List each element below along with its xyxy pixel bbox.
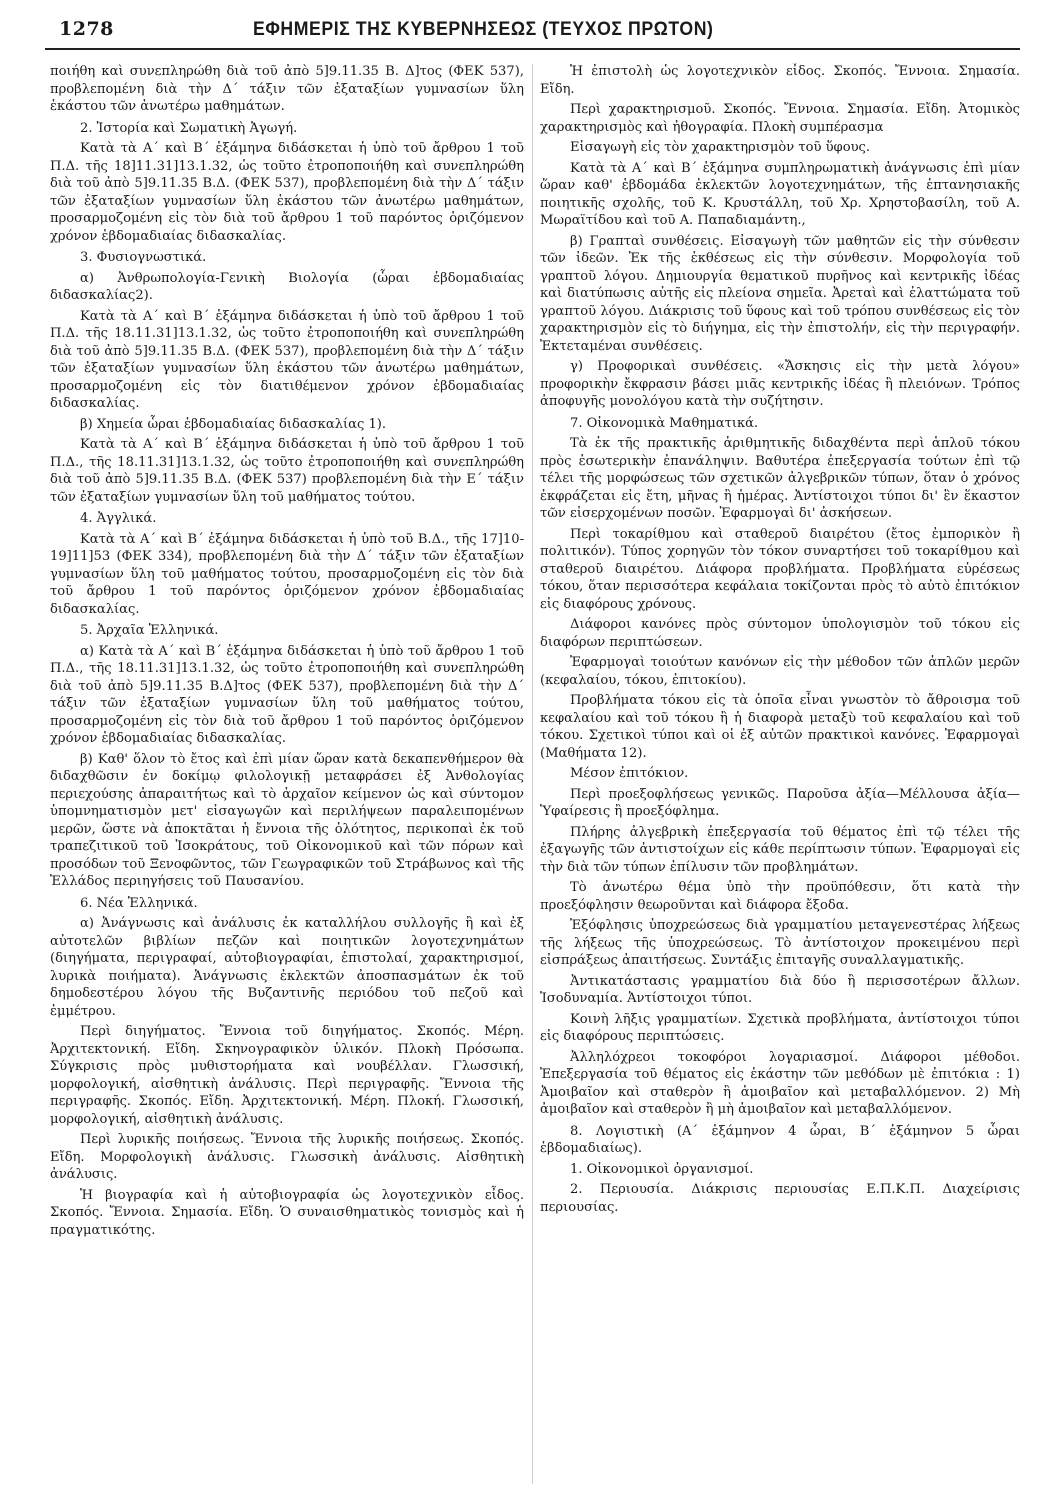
paragraph: Ἡ βιογραφία καὶ ἡ αὐτοβιογραφία ὡς λογοτεχνικὸν εἶδος. Σκοπός. Ἔννοια. Σημασία. Εἴδη. Ὁ συναισθηματικὸς τονισμὸς καὶ ἡ πραγματικότης. [50,1187,524,1238]
column-divider [532,64,533,1484]
paragraph: Ἡ ἐπιστολὴ ὡς λογοτεχνικὸν εἶδος. Σκοπός. Ἔννοια. Σημασία. Εἴδη. [540,64,1020,97]
paragraph: Μέσον ἐπιτόκιον. [570,766,689,781]
paragraph: Κατὰ τὰ Α΄ καὶ Β΄ ἑξάμηνα διδάσκεται ἡ ὑπὸ τοῦ Β.Δ., τῆς 17]10-19]11]53 (ΦΕΚ 334), προβλεπομένη διὰ τὴν Δ΄ τάξιν τῶν ἐξαταξίων γυμνασίων ὕλη τοῦ μαθήματος τούτου, προσαρμοζομένη εἰς τὸν διὰ τοῦ ἄρθρου 1 τοῦ παρόντος ὁριζόμενον χρόνον ἑβδομαδιαίας διδασκαλίας. [50,531,524,617]
paragraph: α) Κατὰ τὰ Α΄ καὶ Β΄ ἑξάμηνα διδάσκεται ἡ ὑπὸ τοῦ ἄρθρου 1 τοῦ Π.Δ., τῆς 18.11.31]13.1.32, ὡς τοῦτο ἐτροποποιήθη καὶ συνεπληρώθη διὰ τοῦ ἀπὸ 5]9.11.35 Β.Δ]τος (ΦΕΚ 537), προβλεπομένη διὰ τὴν Δ΄ τάξιν τῶν ἐξαταξίων γυμνασίων ὕλη τοῦ μαθήματος τούτου, προσαρμοζομένη εἰς τὸν διὰ τοῦ ἄρθρου 1 τοῦ παρόντος ὁριζόμενον χρόνον ἑβδομαδιαίας διδασκαλίας. [50,643,524,746]
paragraph: Περὶ προεξοφλήσεως γενικῶς. Παροῦσα ἀξία—Μέλλουσα ἀξία— Ὑφαίρεσις ἢ προεξόφλημα. [540,786,1020,819]
paragraph: Περὶ λυρικῆς ποιήσεως. Ἔννοια τῆς λυρικῆς ποιήσεως. Σκοπός. Εἴδη. Μορφολογικὴ ἀνάλυσις. Γλωσσικὴ ἀνάλυσις. Αἰσθητικὴ ἀνάλυσις. [50,1132,524,1182]
left-column [50,63,524,1488]
paragraph: Ἀντικατάστασις γραμματίου διὰ δύο ἢ περισσοτέρων ἄλλων. Ἰσοδυναμία. Ἀντίστοιχοι τύποι. [540,973,1020,1006]
paragraph: Ἐξόφλησις ὑποχρεώσεως διὰ γραμματίου μεταγενεστέρας λήξεως τῆς λήξεως τῆς ὑποχρεώσεως. Τὸ ἀντίστοιχον προκειμένου περὶ εἰσπράξεως ἀπαιτήσεως. Συντάξις ἐπιταγῆς συναλλαγματικῆς. [540,918,1020,968]
paragraph: β) Γραπταὶ συνθέσεις. Εἰσαγωγὴ τῶν μαθητῶν εἰς τὴν σύνθεσιν τῶν ἰδεῶν. Ἐκ τῆς ἐκθέσεως εἰς τὴν σύνθεσιν. Μορφολογία τοῦ γραπτοῦ λόγου. Δημιουργία θεματικοῦ πυρῆνος καὶ κεντρικῆς ἰδέας καὶ διατύπωσις αὐτῆς εἰς πλείονα σημεῖα. Ἀρεταὶ καὶ ἐλαττώματα τοῦ γραπτοῦ λόγου. Διάκρισις τοῦ ὕφους καὶ τοῦ τρόπου συνθέσεως εἰς τὸν χαρακτηρισμὸν εἰς τὸ διήγημα, εἰς τὴν ἐπιστολήν, εἰς τὴν περιγραφήν. Ἐκτεταμέναι συνθέσεις. [540,233,1020,354]
paragraph: α) Ἀνάγνωσις καὶ ἀνάλυσις ἐκ καταλλήλου συλλογῆς ἢ καὶ ἐξ αὐτοτελῶν βιβλίων πεζῶν καὶ ποιητικῶν λογοτεχνημάτων (διηγήματα, περιγραφαί, αὐτοβιογραφίαι, ἐπιστολαί, χαρακτηρισμοί, λυρικὰ ποιήματα). Ἀνάγνωσις ἐκλεκτῶν ἀποσπασμάτων ἐκ τοῦ δημοδεστέρου λόγου τῆς Βυζαντινῆς περιόδου τοῦ πεζοῦ καὶ ἐμμέτρου. [50,916,524,1019]
section-heading: 3. Φυσιογνωστικά. [80,250,207,265]
section-heading: 8. Λογιστικὴ (Α΄ ἑξάμηνον 4 ὧραι, Β΄ ἑξάμηνον 5 ὧραι ἑβδομαδιαίως). [540,1123,1020,1156]
paragraph: Κοινὴ λῆξις γραμματίων. Σχετικὰ προβλήματα, ἀντίστοιχοι τύποι εἰς διαφόρους περιπτώσεις. [540,1011,1020,1044]
gazette-title: ΕΦΗΜΕΡΙΣ ΤΗΣ ΚΥΒΕΡΝΗΣΕΩΣ (ΤΕΥΧΟΣ ΠΡΩΤΟΝ) [253,19,714,40]
section-heading: 7. Οἰκονομικὰ Μαθηματικά. [570,415,759,431]
paragraph: β) Χημεία ὧραι ἑβδομαδιαίας διδασκαλίας 1). [80,416,387,432]
paragraph: Περὶ διηγήματος. Ἔννοια τοῦ διηγήματος. Σκοπός. Μέρη. Ἀρχιτεκτονική. Εἴδη. Σκηνογραφικὸν ὑλικόν. Πλοκὴ Πρόσωπα. Σύγκρισις πρὸς μυθιστορήματα καὶ νουβέλλαν. Γλωσσική, μορφολογική, αἰσθητικὴ ἀνάλυσις. Περὶ περιγραφῆς. Ἔννοια τῆς περιγραφῆς. Σκοπός. Εἴδη. Ἀρχιτεκτονική. Μέρη. Πλοκή. Γλωσσική, μορφολογική, αἰσθητικὴ ἀνάλυσις. [50,1024,524,1127]
paragraph: Πλήρης ἀλγεβρικὴ ἐπεξεργασία τοῦ θέματος ἐπὶ τῷ τέλει τῆς ἐξαγωγῆς τῶν ἀντιστοίχων εἰς κάθε περίπτωσιν τύπων. Ἐφαρμογαὶ εἰς τὴν διὰ τῶν τύπων ἐπίλυσιν τῶν προβλημάτων. [540,824,1020,875]
paragraph: 2. Περιουσία. Διάκρισις περιουσίας Ε.Π.Κ.Π. Διαχείρισις περιουσίας. [540,1182,1020,1215]
paragraph: Τὰ ἐκ τῆς πρακτικῆς ἀριθμητικῆς διδαχθέντα περὶ ἁπλοῦ τόκου πρὸς ἐσωτερικὴν ἐπανάληψιν. Βαθυτέρα ἐπεξεργασία τούτων ἐπὶ τῷ τέλει τῆς μορφώσεως τῶν σχετικῶν ἀλγεβρικῶν τύπων, ὅταν ὁ χρόνος ἐκφράζεται εἰς ἔτη, μῆνας ἢ ἡμέρας. Ἀντίστοιχοι τύποι δι' ἓν ἕκαστον τῶν εἰσερχομένων ποσῶν. Ἐφαρμογαὶ δι' ἀσκήσεων. [540,436,1020,521]
paragraph: β) Καθ' ὅλον τὸ ἔτος καὶ ἐπὶ μίαν ὥραν κατὰ δεκαπενθήμερον θὰ διδαχθῶσιν ἐν δοκίμῳ φιλολογικῇ μεταφράσει ἐξ Ἀνθολογίας περιεχούσης ἀπαραιτήτως καὶ τὸ ἀρχαῖον κείμενον ὡς καὶ σύντομον ὑπομνηματισμὸν μετ' εἰσαγωγῶν καὶ περιλήψεων παραλειπομένων μερῶν, ὥστε νὰ ἀποκτᾶται ἡ ἔννοια τῆς ὁλότητος, περικοπαὶ ἐκ τοῦ τραπεζιτικοῦ τοῦ Ἰσοκράτους, τοῦ Οἰκονομικοῦ καὶ τῶν πόρων καὶ προσόδων τοῦ Ξενοφῶντος, τῶν Γεωγραφικῶν τοῦ Στράβωνος καὶ τῆς Ἑλλάδος περιηγήσεις τοῦ Παυσανίου. [50,751,524,889]
paragraph: ποιήθη καὶ συνεπληρώθη διὰ τοῦ ἀπὸ 5]9.11.35 Β. Δ]τος (ΦΕΚ 537), προβλεπομένη διὰ τὴν Δ΄ τάξιν τῶν ἐξαταξίων γυμνασίων ὕλη ἑκάστου τῶν ἀνωτέρω μαθημάτων. [50,64,524,114]
paragraph: Εἰσαγωγὴ εἰς τὸν χαρακτηρισμὸν τοῦ ὕφους. [570,140,871,155]
paragraph: α) Ἀνθρωπολογία-Γενικὴ Βιολογία (ὧραι ἑβδομαδιαίας διδασκαλίας2). [50,270,524,303]
paragraph: Διάφοροι κανόνες πρὸς σύντομον ὑπολογισμὸν τοῦ τόκου εἰς διαφόρων περιπτώσεων. [540,617,1020,650]
paragraph: γ) Προφορικαὶ συνθέσεις. «Ἄσκησις εἰς τὴν μετὰ λόγου» προφορικὴν ἔκφρασιν βάσει μιᾶς κεντρικῆς ἰδέας ἢ πλειόνων. Τρόπος ἀποφυγῆς μονολόγου κατὰ τὴν συζήτησιν. [540,359,1020,409]
header-rule [45,48,1020,50]
section-heading: 4. Ἀγγλικά. [80,511,157,526]
paragraph: Ἐφαρμογαὶ τοιούτων κανόνων εἰς τὴν μέθοδον τῶν ἁπλῶν μερῶν (κεφαλαίου, τόκου, ἐπιτοκίου). [540,655,1020,688]
section-heading: 2. Ἱστορία καὶ Σωματικὴ Ἀγωγή. [80,120,298,136]
section-heading: 5. Ἀρχαῖα Ἑλληνικά. [80,623,219,638]
paragraph: Προβλήματα τόκου εἰς τὰ ὁποῖα εἶναι γνωστὸν τὸ ἄθροισμα τοῦ κεφαλαίου καὶ τοῦ τόκου ἢ ἡ διαφορὰ μεταξὺ τοῦ κεφαλαίου καὶ τοῦ τόκου. Σχετικοὶ τύποι καὶ οἱ ἐξ αὐτῶν πρακτικοὶ κανόνες. Ἐφαρμογαὶ (Μαθήματα 12). [540,693,1020,761]
page-number: 1278 [59,18,114,40]
paragraph: Κατὰ τὰ Α΄ καὶ Β΄ ἑξάμηνα συμπληρωματικὴ ἀνάγνωσις ἐπὶ μίαν ὥραν καθ' ἑβδομάδα ἐκλεκτῶν λογοτεχνημάτων, τῆς ἑπτανησιακῆς ποιητικῆς σχολῆς, τοῦ Κ. Κρυστάλλη, τοῦ Χρ. Χρηστοβασίλη, τοῦ Α. Μωραϊτίδου καὶ τοῦ Α. Παπαδιαμάντη., [540,160,1020,228]
paragraph: Ἀλληλόχρεοι τοκοφόροι λογαριασμοί. Διάφοροι μέθοδοι. Ἐπεξεργασία τοῦ θέματος εἰς ἑκάστην τῶν μεθόδων μὲ ἐπιτόκια : 1) Ἀμοιβαῖον καὶ σταθερὸν ἢ ἀμοιβαῖον καὶ μεταβαλλόμενον. 2) Μὴ ἀμοιβαῖον καὶ σταθερὸν ἢ μὴ ἀμοιβαῖον καὶ μεταβαλλόμενον. [540,1049,1020,1117]
paragraph: Περὶ χαρακτηρισμοῦ. Σκοπός. Ἔννοια. Σημασία. Εἴδη. Ἀτομικὸς χαρακτηρισμὸς καὶ ἠθογραφία. Πλοκὴ συμπέρασμα [540,102,1020,135]
paragraph: Κατὰ τὰ Α΄ καὶ Β΄ ἑξάμηνα διδάσκεται ἡ ὑπὸ τοῦ ἄρθρου 1 τοῦ Π.Δ., τῆς 18.11.31]13.1.32, ὡς τοῦτο ἐτροποποιήθη καὶ συνεπληρώθη διὰ τοῦ ἀπὸ 5]9.11.35 Β.Δ. (ΦΕΚ 537) προβλεπομένη διὰ τὴν Ε΄ τάξιν τῶν ἐξαταξίων γυμνασίων ὕλη τοῦ μαθήματος τούτου. [50,437,524,505]
paragraph: Κατὰ τὰ Α΄ καὶ Β΄ ἑξάμηνα διδάσκεται ἡ ὑπὸ τοῦ ἄρθρου 1 τοῦ Π.Δ. τῆς 18.11.31]13.1.32, ὡς τοῦτο ἐτροποποιήθη καὶ συνεπληρώθη διὰ τοῦ ἀπὸ 5]9.11.35 Β.Δ. (ΦΕΚ 537), προβλεπομένη διὰ τὴν Δ΄ τάξιν τῶν ἐξαταξίων γυμνασίων ὕλη ἑκάστου τῶν ἀνωτέρω μαθημάτων, προσαρμοζομένη εἰς τὸν διατιθέμενον χρόνον ἑβδομαδιαίας διδασκαλίας. [50,308,524,411]
page-header [45,16,1023,50]
paragraph: Κατὰ τὰ Α΄ καὶ Β΄ ἑξάμηνα διδάσκεται ἡ ὑπὸ τοῦ ἄρθρου 1 τοῦ Π.Δ. τῆς 18]11.31]13.1.32, ὡς τοῦτο ἐτροποποιήθη καὶ συνεπληρώθη διὰ τοῦ ἀπὸ 5]9.11.35 Β.Δ. (ΦΕΚ 537), προβλεπομένη διὰ τὴν Δ΄ τάξιν τῶν ἐξαταξίων γυμνασίων ὕλη ἑκάστου τῶν ἀνωτέρω μαθημάτων, προσαρμοζομένη εἰς τὸν διὰ τοῦ ἄρθρου 1 τοῦ παρόντος ὁριζόμενον χρόνον ἑβδομαδιαίας διδασκαλίας. [50,141,524,244]
section-heading: 6. Νέα Ἑλληνικά. [80,895,198,911]
paragraph: Περὶ τοκαρίθμου καὶ σταθεροῦ διαιρέτου (ἔτος ἐμπορικὸν ἢ πολιτικόν). Τύπος χορηγῶν τὸν τόκον συναρτήσει τοῦ τοκαρίθμου καὶ σταθεροῦ διαιρέτου. Διάφορα προβλήματα. Προβλήματα εὑρέσεως τόκου, ὅταν περισσότερα κεφάλαια τοκίζονται πρὸς τὸ αὐτὸ ἐπιτόκιον εἰς διαφόρους χρόνους. [540,526,1020,612]
right-column [540,63,1020,1488]
paragraph: 1. Οἰκονομικοὶ ὀργανισμοί. [570,1161,754,1177]
paragraph: Τὸ ἀνωτέρω θέμα ὑπὸ τὴν προϋπόθεσιν, ὅτι κατὰ τὴν προεξόφλησιν θεωροῦνται καὶ διάφορα ἔξοδα. [540,880,1020,913]
